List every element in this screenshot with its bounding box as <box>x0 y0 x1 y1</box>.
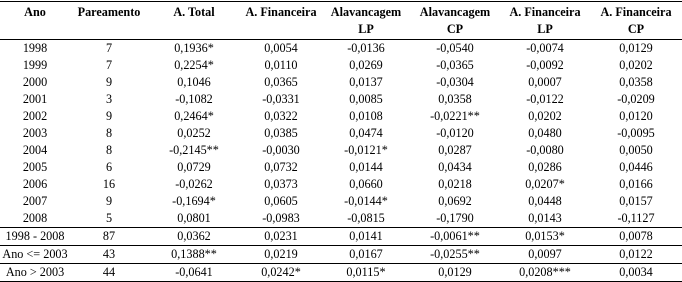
cell-ano: Ano > 2003 <box>0 264 70 282</box>
cell-alavancagem-lp: 0,0108 <box>349 109 383 123</box>
column-header-alavancagem-cp <box>410 2 500 40</box>
column-header-line1: Ano <box>24 5 46 19</box>
cell-a-financeira-lp: -0,0122 <box>526 92 564 106</box>
column-header-line1: Pareamento <box>77 5 141 19</box>
cell-ano: 2000 <box>22 75 48 89</box>
cell-a-financeira-lp: 0,0007 <box>528 75 562 89</box>
column-header-line2: LP <box>537 22 553 36</box>
cell-pareamento: 44 <box>70 264 148 282</box>
cell-a-financeira: -0,0030 <box>262 143 300 157</box>
cell-alavancagem-lp: 0,0085 <box>349 92 383 106</box>
table-row <box>0 176 682 193</box>
table-row <box>0 108 682 125</box>
cell-a-financeira-lp: 0,0202 <box>528 109 562 123</box>
cell-a-financeira: 0,0365 <box>264 75 298 89</box>
cell-a-total: 0,1046 <box>177 75 211 89</box>
cell-a-financeira-cp: 0,0129 <box>619 41 653 55</box>
cell-alavancagem-cp: -0,0061** <box>410 228 500 246</box>
column-header-line2: CP <box>627 22 645 36</box>
column-header-line1: A. Total <box>173 5 215 19</box>
table-row <box>0 159 682 176</box>
header-row <box>0 2 682 40</box>
cell-a-total: 0,2254* <box>174 58 214 72</box>
cell-alavancagem-cp: -0,0540 <box>436 41 474 55</box>
cell-ano: 2004 <box>22 143 48 157</box>
cell-a-financeira-lp: 0,0286 <box>528 160 562 174</box>
cell-a-financeira-cp: 0,0358 <box>619 75 653 89</box>
table-body <box>0 40 682 282</box>
cell-a-financeira-lp: -0,0074 <box>526 41 564 55</box>
summary-row <box>0 246 682 264</box>
cell-alavancagem-cp: 0,0218 <box>438 177 472 191</box>
cell-ano: 1998 <box>22 41 48 55</box>
cell-a-financeira-lp: -0,0092 <box>526 58 564 72</box>
cell-ano: 1999 <box>22 58 48 72</box>
cell-pareamento: 6 <box>105 160 113 174</box>
cell-a-financeira-lp: 0,0143 <box>528 211 562 225</box>
cell-a-financeira-lp: 0,0480 <box>528 126 562 140</box>
cell-a-financeira: 0,0732 <box>264 160 298 174</box>
cell-pareamento: 87 <box>70 228 148 246</box>
cell-pareamento: 8 <box>105 126 113 140</box>
cell-a-total: 0,0362 <box>148 228 240 246</box>
cell-alavancagem-lp: -0,0144* <box>344 194 388 208</box>
cell-a-total: -0,1082 <box>175 92 213 106</box>
cell-a-financeira-lp: 0,0448 <box>528 194 562 208</box>
cell-alavancagem-lp: 0,0144 <box>349 160 383 174</box>
cell-alavancagem-lp: -0,0136 <box>347 41 385 55</box>
cell-a-total: 0,2464* <box>174 109 214 123</box>
cell-a-financeira-cp: 0,0446 <box>619 160 653 174</box>
cell-pareamento: 3 <box>105 92 113 106</box>
results-table <box>0 1 682 282</box>
cell-alavancagem-lp: 0,0115* <box>322 264 410 282</box>
cell-a-financeira: 0,0373 <box>264 177 298 191</box>
cell-a-total: -0,1694* <box>172 194 216 208</box>
cell-ano: 2002 <box>22 109 48 123</box>
cell-ano: 2007 <box>22 194 48 208</box>
cell-a-total: -0,2145** <box>169 143 219 157</box>
cell-alavancagem-lp: 0,0474 <box>349 126 383 140</box>
cell-alavancagem-lp: -0,0815 <box>347 211 385 225</box>
cell-a-financeira: 0,0219 <box>240 246 322 264</box>
cell-a-total: 0,0801 <box>177 211 211 225</box>
cell-alavancagem-lp: 0,0141 <box>322 228 410 246</box>
cell-ano: 1998 - 2008 <box>0 228 70 246</box>
cell-alavancagem-cp: -0,0120 <box>436 126 474 140</box>
cell-ano: Ano <= 2003 <box>0 246 70 264</box>
cell-alavancagem-lp: 0,0269 <box>349 58 383 72</box>
cell-a-total: 0,1936* <box>174 41 214 55</box>
cell-ano: 2005 <box>22 160 48 174</box>
cell-a-total: -0,0262 <box>175 177 213 191</box>
column-header-a-financeira-lp <box>500 2 590 40</box>
cell-pareamento: 9 <box>105 75 113 89</box>
column-header-line1: A. Financeira <box>245 5 317 19</box>
column-header-line1: Alavancagem <box>419 5 491 19</box>
cell-a-financeira-cp: 0,0050 <box>619 143 653 157</box>
table-row <box>0 74 682 91</box>
cell-a-financeira-cp: 0,0034 <box>590 264 682 282</box>
cell-a-financeira-cp: 0,0122 <box>590 246 682 264</box>
cell-ano: 2006 <box>22 177 48 191</box>
table-row <box>0 40 682 58</box>
cell-a-total: -0,0641 <box>148 264 240 282</box>
cell-alavancagem-cp: 0,0358 <box>438 92 472 106</box>
table-row <box>0 210 682 228</box>
cell-alavancagem-lp: -0,0121* <box>344 143 388 157</box>
cell-alavancagem-cp: -0,0255** <box>410 246 500 264</box>
cell-pareamento: 43 <box>70 246 148 264</box>
cell-ano: 2008 <box>22 211 48 225</box>
cell-pareamento: 5 <box>105 211 113 225</box>
column-header-line2: CP <box>446 22 464 36</box>
cell-a-financeira-cp: -0,1127 <box>617 211 655 225</box>
cell-alavancagem-cp: 0,0129 <box>410 264 500 282</box>
cell-alavancagem-cp: -0,0221** <box>430 109 480 123</box>
column-header-line1: Alavancagem <box>330 5 402 19</box>
cell-alavancagem-cp: -0,0365 <box>436 58 474 72</box>
cell-a-financeira: 0,0110 <box>264 58 298 72</box>
cell-a-financeira: -0,0983 <box>262 211 300 225</box>
column-header-alavancagem-lp <box>322 2 410 40</box>
cell-a-financeira: 0,0231 <box>240 228 322 246</box>
cell-a-financeira: 0,0385 <box>264 126 298 140</box>
column-header-line1: A. Financeira <box>600 5 672 19</box>
column-header-a-financeira-cp <box>590 2 682 40</box>
cell-alavancagem-lp: 0,0137 <box>349 75 383 89</box>
column-header-ano <box>0 2 70 40</box>
column-header-line2: LP <box>358 22 374 36</box>
table-row <box>0 57 682 74</box>
column-header-a-financeira <box>240 2 322 40</box>
cell-pareamento: 9 <box>105 194 113 208</box>
cell-pareamento: 8 <box>105 143 113 157</box>
cell-a-financeira-cp: -0,0209 <box>617 92 655 106</box>
cell-a-total: 0,0729 <box>177 160 211 174</box>
cell-pareamento: 7 <box>105 41 113 55</box>
cell-a-financeira: 0,0322 <box>264 109 298 123</box>
cell-ano: 2003 <box>22 126 48 140</box>
cell-a-financeira: 0,0605 <box>264 194 298 208</box>
cell-alavancagem-lp: 0,0660 <box>349 177 383 191</box>
cell-pareamento: 9 <box>105 109 113 123</box>
cell-a-financeira-cp: 0,0120 <box>619 109 653 123</box>
cell-alavancagem-cp: 0,0434 <box>438 160 472 174</box>
cell-a-financeira-cp: 0,0166 <box>619 177 653 191</box>
cell-a-financeira: 0,0242* <box>240 264 322 282</box>
table-row <box>0 193 682 210</box>
cell-a-total: 0,1388** <box>148 246 240 264</box>
cell-a-financeira-lp: -0,0080 <box>526 143 564 157</box>
cell-alavancagem-cp: 0,0692 <box>438 194 472 208</box>
table-row <box>0 142 682 159</box>
cell-a-financeira-cp: -0,0095 <box>617 126 655 140</box>
cell-a-financeira-lp: 0,0153* <box>500 228 590 246</box>
cell-ano: 2001 <box>22 92 48 106</box>
column-header-pareamento <box>70 2 148 40</box>
cell-a-financeira-cp: 0,0157 <box>619 194 653 208</box>
summary-row <box>0 264 682 282</box>
cell-a-financeira-lp: 0,0207* <box>525 177 565 191</box>
cell-alavancagem-cp: -0,0304 <box>436 75 474 89</box>
cell-a-financeira: -0,0331 <box>262 92 300 106</box>
table-row <box>0 91 682 108</box>
cell-a-financeira: 0,0054 <box>264 41 298 55</box>
cell-alavancagem-cp: 0,0287 <box>438 143 472 157</box>
cell-a-financeira-lp: 0,0097 <box>500 246 590 264</box>
summary-row <box>0 228 682 246</box>
cell-a-financeira-lp: 0,0208*** <box>500 264 590 282</box>
results-table-container <box>0 1 682 282</box>
cell-a-financeira-cp: 0,0078 <box>590 228 682 246</box>
cell-a-total: 0,0252 <box>177 126 211 140</box>
cell-a-financeira-cp: 0,0202 <box>619 58 653 72</box>
cell-pareamento: 16 <box>102 177 116 191</box>
column-header-a-total <box>148 2 240 40</box>
cell-pareamento: 7 <box>105 58 113 72</box>
table-row <box>0 125 682 142</box>
cell-alavancagem-cp: -0,1790 <box>436 211 474 225</box>
column-header-line1: A. Financeira <box>509 5 581 19</box>
cell-alavancagem-lp: 0,0167 <box>322 246 410 264</box>
